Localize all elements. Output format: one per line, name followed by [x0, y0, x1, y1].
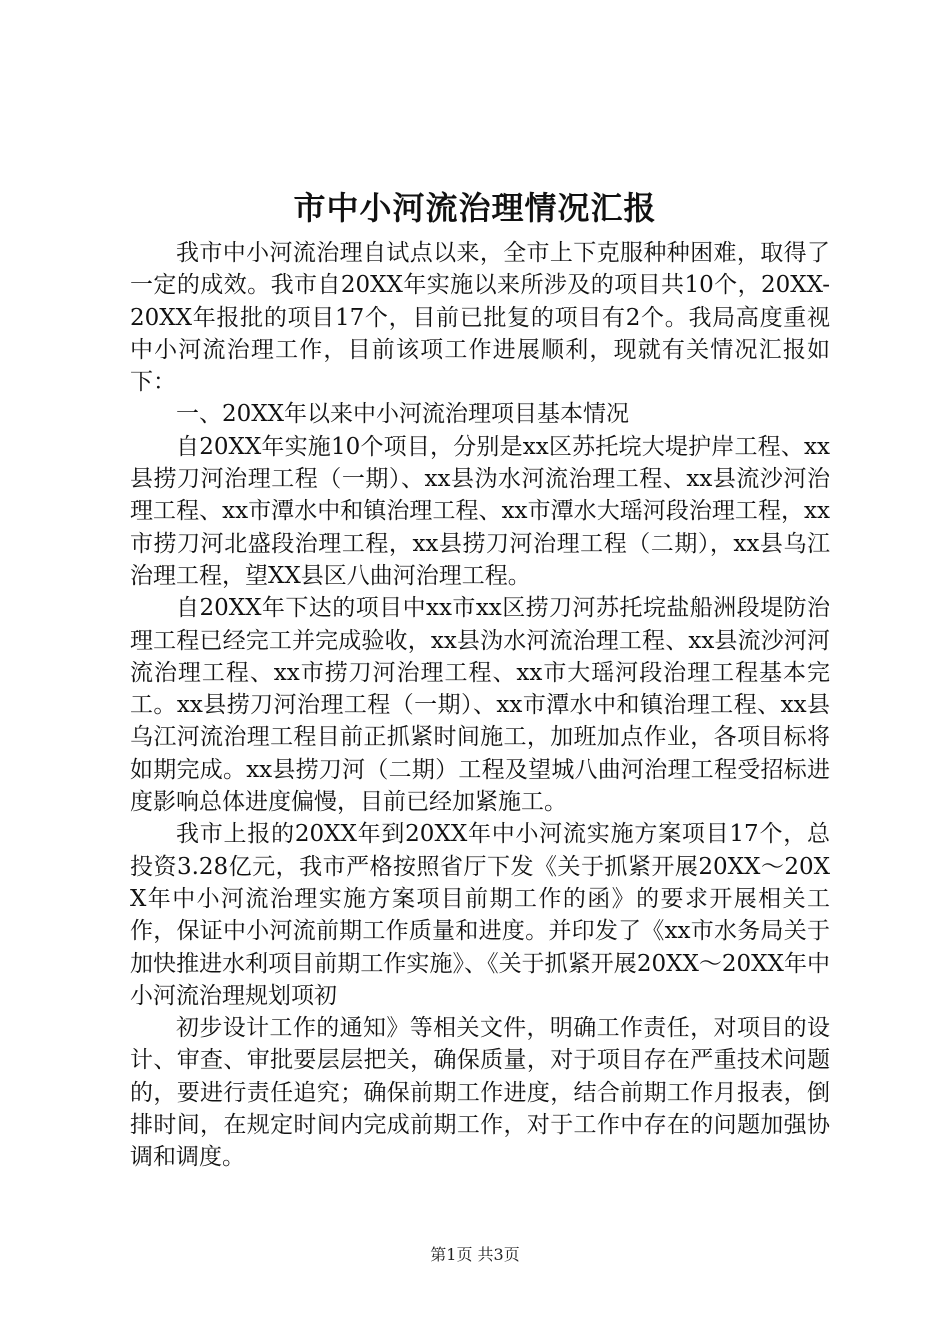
section-heading: 一、20XX年以来中小河流治理项目基本情况 — [176, 401, 630, 428]
paragraph-measures: 初步设计工作的通知》等相关文件，明确工作责任，对项目的设计、审查、审批要层层把关，确保质量，对于项目存在严重技术问题的，要进行责任追究；确保前期工作进度，结合前期工作月报表，倒排时间，在规定时间内完成前期工作，对于工作中存在的问题加强协调和调度。 — [130, 1015, 830, 1171]
document-body — [130, 237, 830, 1174]
paragraph-progress: 自20XX年下达的项目中xx市xx区捞刀河苏托垸盐船洲段堤防治理工程已经完工并完成验收，xx县沩水河流治理工程、xx县流沙河河流治理工程、xx市捞刀河治理工程、xx市大瑶河段治理工程基本完工。xx县捞刀河治理工程（一期）、xx市潭水中和镇治理工程、xx县乌江河流治理工程目前正抓紧时间施工，加班加点作业，各项目标将如期完成。xx县捞刀河（二期）工程及望城八曲河治理工程受招标进度影响总体进度偏慢，目前已经加紧施工。 — [130, 595, 830, 816]
paragraph-intro: 我市中小河流治理自试点以来，全市上下克服种种困难，取得了一定的成效。我市自20XX年实施以来所涉及的项目共10个，20XX-20XX年报批的项目17个，目前已批复的项目有2个。我局高度重视中小河流治理工作，目前该项工作进展顺利，现就有关情况汇报如下： — [130, 240, 830, 396]
document-title: 市中小河流治理情况汇报 — [293, 189, 657, 227]
paragraph-projects-list: 自20XX年实施10个项目，分别是xx区苏托垸大堤护岸工程、xx县捞刀河治理工程（一期）、xx县沩水河流治理工程、xx县流沙河治理工程、xx市潭水中和镇治理工程、xx市潭水大瑶河段治理工程，xx市捞刀河北盛段治理工程，xx县捞刀河治理工程（二期），xx县乌江治理工程，望XX县区八曲河治理工程。 — [130, 433, 830, 589]
paragraph-plan: 我市上报的20XX年到20XX年中小河流实施方案项目17个，总投资3.28亿元，我市严格按照省厅下发《关于抓紧开展20XX～20XX年中小河流治理实施方案项目前期工作的函》的要求开展相关工作，保证中小河流前期工作质量和进度。并印发了《xx市水务局关于加快推进水利项目前期工作实施》、《关于抓紧开展20XX～20XX年中小河流治理规划项初 — [130, 821, 830, 1009]
page-number: 第1页 共3页 — [430, 1245, 520, 1264]
